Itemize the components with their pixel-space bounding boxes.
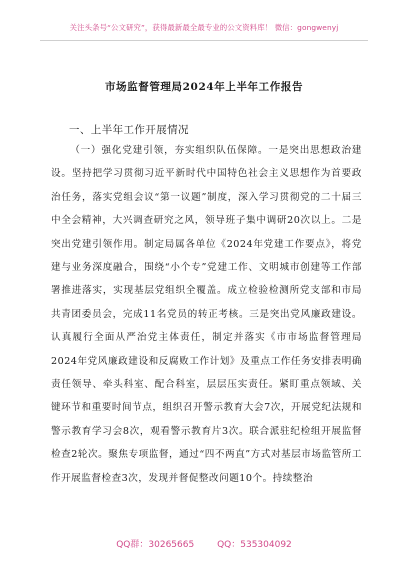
document-title: 市场监督管理局2024年上半年工作报告 (104, 81, 304, 93)
header-divider (40, 40, 368, 41)
body-paragraph: （一）强化党建引领，夯实组织队伍保障。一是突出思想政治建设。坚持把学习贯彻习近平新时代中国特色社会主义思想作为首要政治任务，落实党组会议“第一议题”制度，深入学习贯彻党的二十届三中全会精神，大兴调查研究之风，领导班子集中调研20次以上。二是突出党建引领作用。制定局属各单位《2024年党建工作要点》，将党建与业务深度融合，围绕“小个专”党建工作、文明城市创建等工作部署推进落实，实现基层党组织全覆盖。成立检验检测所党支部和市局共青团委员会，完成11名党员的转正考核。三是突出党风廉政建设。认真履行全面从严治党主体责任，制定并落实《市市场监督管理局2024年党风廉政建设和反腐败工作计划》及重点工作任务安排表明确责任领导、牵头科室、配合科室，层层压实责任。紧盯重点领域、关键环节和重要时间节点，组织召开警示教育大会7次，开展党纪法规和警示教育学习会8次，观看警示教育片3次。联合派驻纪检组开展监督检查2轮次。聚焦专项监督，通过“四不两直”方式对基层市场监管所工作开展监督检查3次，发现并督促整改问题10个。持续整治 (51, 145, 362, 484)
section-heading: 一、上半年工作开展情况 (69, 124, 189, 136)
footer-qq-group: QQ群：30265665 (116, 540, 195, 550)
footer-qq-number: QQ：535304092 (217, 540, 292, 550)
footer-contact (0, 537, 408, 550)
promo-banner: 关注头条号“公文研究”，获得最新最全最专业的公文资料库！ 微信：gongwenyj (69, 23, 339, 32)
